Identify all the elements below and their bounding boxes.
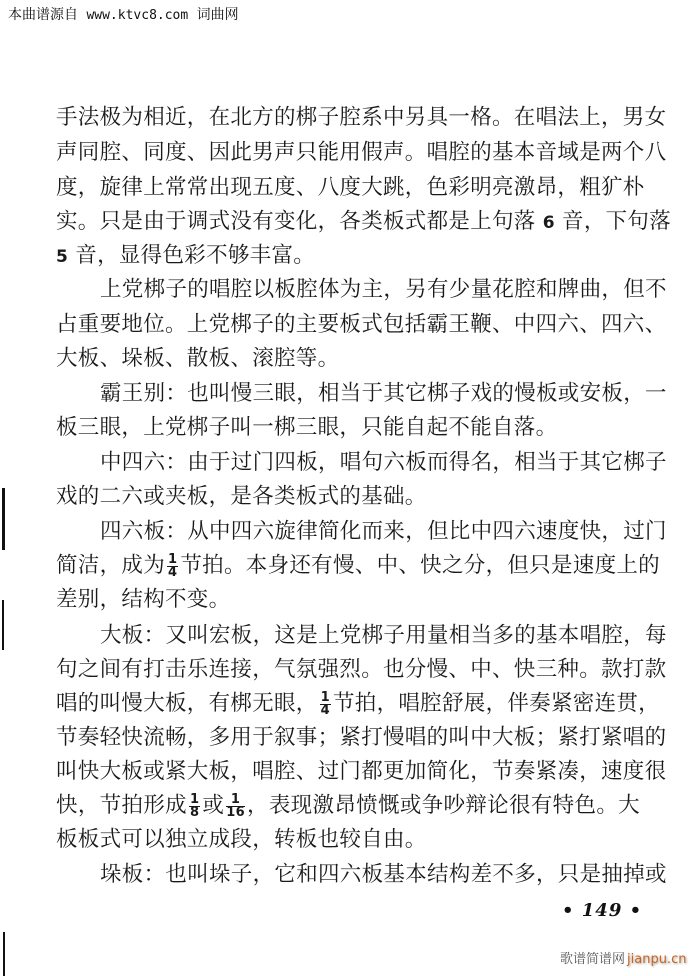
margin-scan-bar	[3, 932, 5, 976]
text-line: 板板式可以独立成段，转板也较自由。	[56, 827, 427, 852]
text-segment: ，表现激昂愤慨或争吵辩论很有特色。大	[246, 793, 640, 818]
fraction-quarter: $\frac{1}{4}$	[320, 689, 330, 718]
text-line: 板三眼，上党梆子叫一梆三眼，只能自起不能自落。	[56, 415, 558, 440]
note-number: 5	[56, 247, 69, 267]
text-segment: 简洁，成为	[56, 553, 166, 578]
source-watermark	[8, 4, 239, 24]
text-segment: 音，显得色彩不够丰富。	[75, 243, 316, 268]
text-line: 戏的二六或夹板，是各类板式的基础。	[56, 484, 427, 509]
text-line: 差别，结构不变。	[56, 587, 231, 612]
text-segment: 快，节拍形成	[56, 793, 188, 818]
text-line: 上党梆子的唱腔以板腔体为主，另有少量花腔和牌曲，但不	[100, 277, 667, 302]
text-line: 中四六：由于过门四板，唱句六板而得名，相当于其它梆子	[100, 450, 667, 475]
text-line	[56, 551, 660, 580]
watermark-suffix: 词曲网	[196, 7, 239, 23]
site-watermark	[560, 948, 686, 967]
text-line: 霸王别：也叫慢三眼，相当于其它梆子戏的慢板或安板，一	[100, 381, 667, 406]
text-line: 垛板：也叫垛子，它和四六板基本结构差不多，只是抽掉或	[100, 862, 667, 887]
text-line	[56, 792, 640, 820]
text-line: 句之间有打击乐连接，气氛强烈。也分慢、中、快三种。款打款	[56, 657, 667, 682]
fraction-quarter: $\frac{1}{4}$	[168, 551, 178, 580]
text-line: 叫快大板或紧大板，唱腔、过门都更加简化，节奏紧凑，速度很	[56, 759, 667, 784]
margin-scan-bar	[2, 488, 5, 550]
text-line: 大板、垛板、散板、滚腔等。	[56, 346, 340, 371]
text-line	[56, 242, 640, 271]
watermark-url[interactable]: www.ktvc8.com	[86, 8, 189, 23]
text-line: 声同腔、同度、因此男声只能用假声。唱腔的基本音域是两个八	[56, 140, 667, 165]
text-line: 节奏轻快流畅，多用于叙事；紧打慢唱的叫中大板；紧打紧唱的	[56, 725, 667, 750]
fraction-eighth: $\frac{1}{8}$	[190, 791, 200, 820]
text-line: 四六板：从中四六旋律简化而来，但比中四六速度快，过门	[100, 519, 667, 544]
text-line: 占重要地位。上党梆子的主要板式包括霸王鞭、中四六、四六、	[56, 312, 667, 337]
text-line: 手法极为相近，在北方的梆子腔系中另具一格。在唱法上，男女	[56, 105, 667, 130]
text-segment: 音，下句落	[562, 209, 672, 234]
page-number: • 149 •	[562, 900, 643, 921]
watermark-site[interactable]: jianpu.cn	[627, 952, 687, 967]
note-number: 6	[542, 213, 555, 233]
fraction-sixteenth: $\frac{1}{16}$	[226, 791, 245, 820]
text-line: 大板：又叫宏板，这是上党梆子用量相当多的基本唱腔，每	[100, 623, 667, 648]
text-segment: 唱的叫慢大板，有梆无眼，	[56, 691, 318, 716]
margin-scan-bar	[2, 600, 4, 650]
text-segment: 节拍。本身还有慢、中、快之分，但只是速度上的	[180, 553, 660, 578]
text-segment: 或	[202, 793, 225, 818]
text-segment: 节拍，唱腔舒展，伴奏紧密连贯，	[332, 691, 660, 716]
text-line	[56, 208, 672, 237]
watermark-prefix: 本曲谱源自	[8, 7, 78, 23]
text-line: 度，旋律上常常出现五度、八度大跳，色彩明亮激昂，粗犷朴	[56, 175, 645, 200]
watermark-prefix: 歌谱简谱网	[560, 952, 626, 967]
text-line	[56, 689, 660, 718]
text-segment: 实。只是由于调式没有变化，各类板式都是上句落	[56, 209, 536, 234]
